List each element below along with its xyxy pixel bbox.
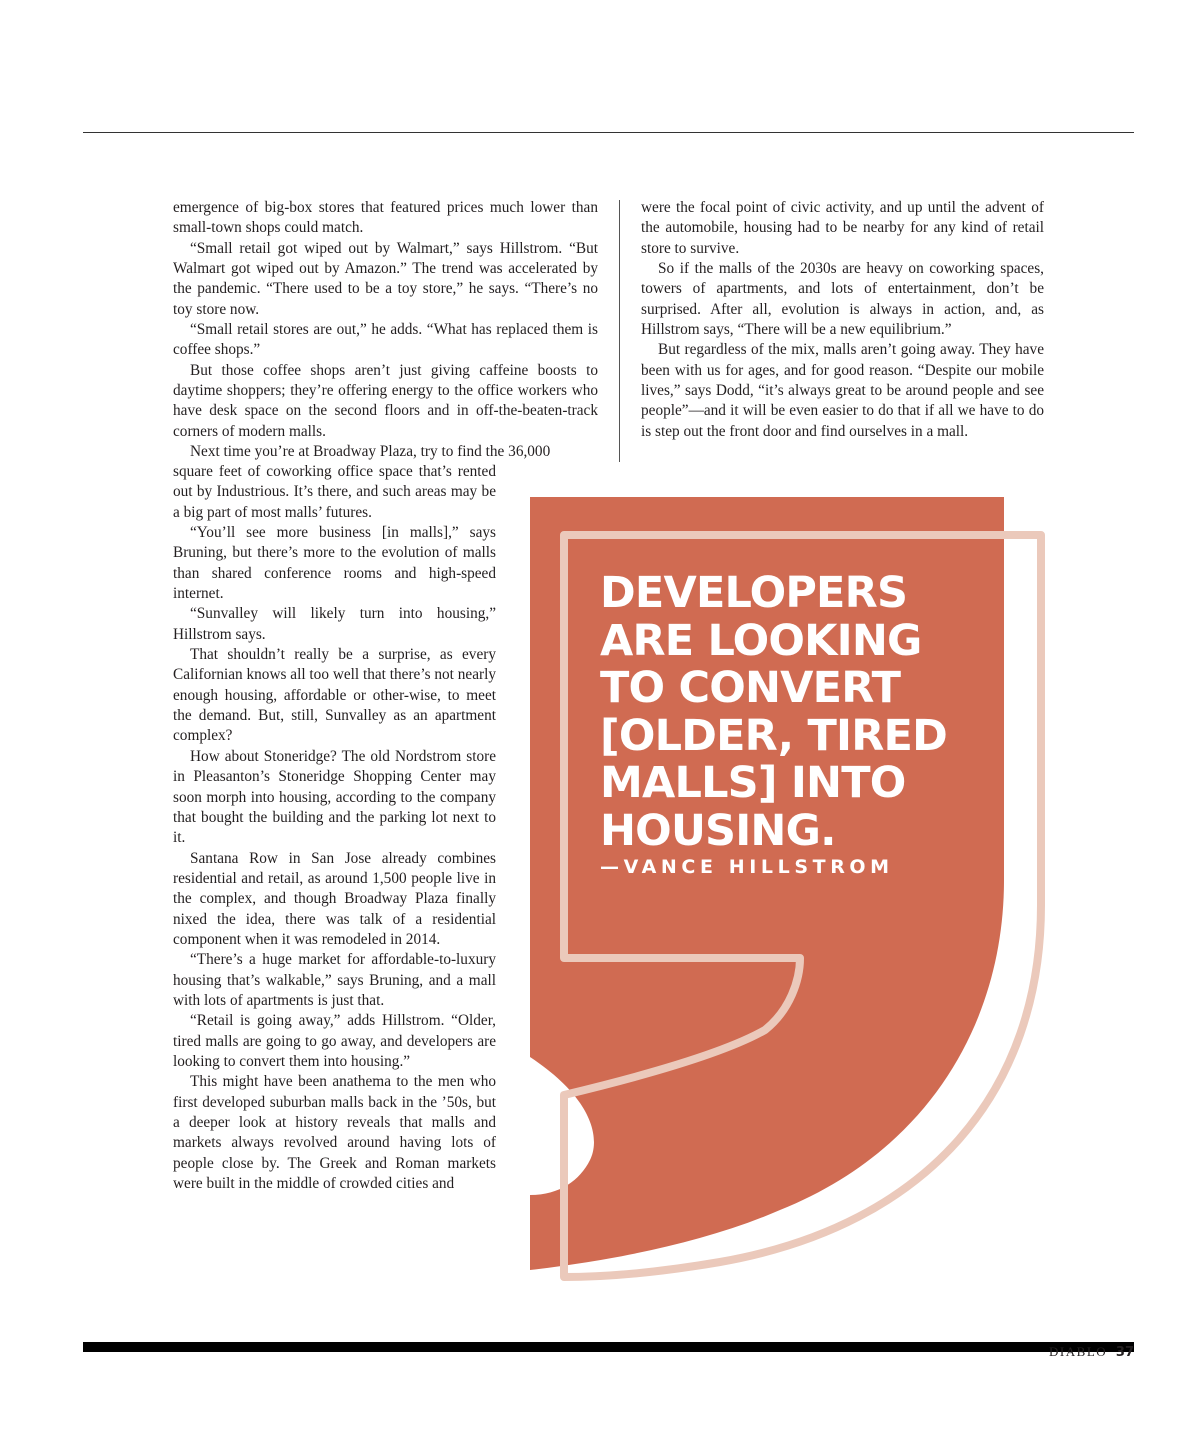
column-2 — [641, 198, 1044, 442]
column-1-bottom — [173, 462, 496, 1194]
paragraph: How about Stoneridge? The old Nordstrom store in Pleasanton’s Stoneridge Shopping Center may soon morph into housing, according to the company that bought the building and the parking lot next to it. — [173, 747, 496, 847]
paragraph: But those coffee shops aren’t just giving caffeine boosts to daytime shoppers; they’re offering energy to the office workers who have desk space on the second floors and in off-the-beaten-track corners of modern malls. — [173, 361, 598, 440]
paragraph: Next time you’re at Broadway Plaza, try to find the 36,000 — [190, 443, 551, 461]
paragraph: That shouldn’t really be a surprise, as every Californian knows all too well that there’s not nearly enough housing, affordable or other-wise, to meet the demand. But, still, Sunvalley as an apartment complex? — [173, 646, 496, 745]
paragraph: “Small retail got wiped out by Walmart,” says Hillstrom. “But Walmart got wiped out by Amazon.” The trend was accelerated by the pandemic. “There used to be a toy store,” he says. “There’s no toy store now. — [173, 239, 598, 318]
page-folio — [1049, 1344, 1134, 1360]
pull-quote-line: TO CONVERT — [600, 663, 901, 713]
pull-quote-text — [600, 570, 980, 855]
paragraph: But regardless of the mix, malls aren’t going away. They have been with us for ages, and for good reason. “Despite our mobile lives,” says Dodd, “it’s always great to be around people and see people”—and it will be even easier to do that if all we have to do is step out the front door and find ourselves in a mall. — [641, 341, 1044, 440]
paragraph: Santana Row in San Jose already combines residential and retail, as around 1,500 people live in the complex, and though Broadway Plaza finally nixed the idea, there was talk of a residential component when it was remodeled in 2014. — [173, 849, 496, 948]
paragraph: square feet of coworking office space that’s rented out by Industrious. It’s there, and such areas may be a big part of most malls’ futures. — [173, 463, 496, 521]
paragraph: “Small retail stores are out,” he adds. “What has replaced them is coffee shops.” — [173, 321, 598, 359]
publication-name: DIABLO — [1049, 1344, 1108, 1359]
pull-quote-line: DEVELOPERS — [600, 568, 908, 618]
paragraph: emergence of big-box stores that featured prices much lower than small-town shops could match. — [173, 199, 598, 237]
paragraph: “Sunvalley will likely turn into housing,” Hillstrom says. — [173, 605, 496, 643]
pull-quote-line: [OLDER, TIRED — [600, 710, 947, 761]
pull-quote-line: MALLS] INTO — [600, 758, 906, 808]
pull-quote-attribution: —VANCE HILLSTROM — [600, 856, 894, 878]
page-number: 37 — [1115, 1345, 1134, 1360]
paragraph: So if the malls of the 2030s are heavy on coworking spaces, towers of apartments, and lots of entertainment, don’t be surprised. After all, evolution is always in action, and, as Hillstrom says, “There will be a new equilibrium.” — [641, 260, 1044, 339]
bottom-rule — [83, 1342, 1134, 1352]
column-divider — [619, 200, 620, 462]
paragraph: “There’s a huge market for affordable-to-luxury housing that’s walkable,” says Bruning, and a mall with lots of apartments is just that. — [173, 951, 496, 1009]
top-rule — [83, 132, 1134, 133]
paragraph: “Retail is going away,” adds Hillstrom. “Older, tired malls are going to go away, and developers are looking to convert them into housing.” — [173, 1012, 496, 1070]
paragraph: This might have been anathema to the men who first developed suburban malls back in the ’50s, but a deeper look at history reveals that malls and markets always revolved around having lots of people close by. The Greek and Roman markets were built in the middle of crowded cities and — [173, 1073, 496, 1193]
paragraph: “You’ll see more business [in malls],” says Bruning, but there’s more to the evolution of malls than shared conference rooms and high-speed internet. — [173, 524, 496, 603]
pull-quote-line: HOUSING. — [600, 805, 836, 856]
column-1-top — [173, 198, 598, 462]
pull-quote-line: ARE LOOKING — [600, 615, 922, 666]
paragraph: were the focal point of civic activity, and up until the advent of the automobile, housing had to be nearby for any kind of retail store to survive. — [641, 199, 1044, 257]
